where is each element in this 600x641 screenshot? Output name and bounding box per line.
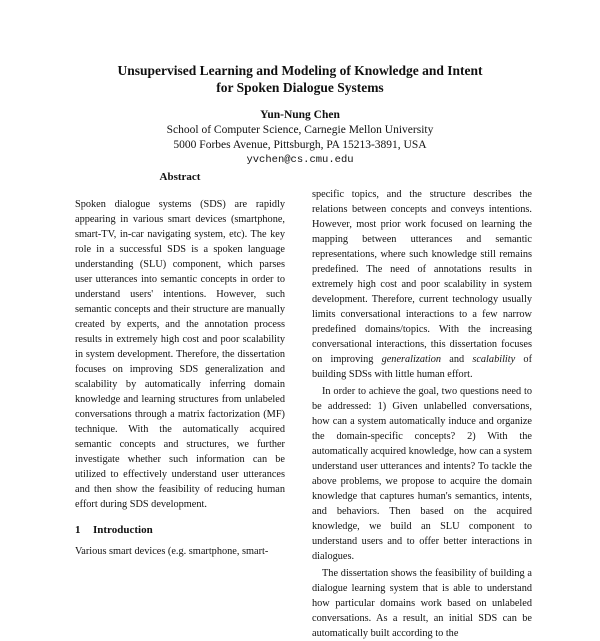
abstract-heading: Abstract	[159, 171, 201, 183]
author-affiliation: School of Computer Science, Carnegie Mellon University	[166, 124, 434, 136]
section-heading-introduction	[75, 523, 285, 538]
emphasis-generalization: generalization	[381, 354, 442, 365]
emphasis-scalability: scalability	[472, 354, 516, 365]
title-line-2: for Spoken Dialogue Systems	[216, 80, 384, 95]
right-p1-and: and	[441, 354, 473, 365]
author-block	[60, 108, 540, 168]
author-address: 5000 Forbes Avenue, Pittsburgh, PA 15213-3891, USA	[173, 139, 427, 151]
right-column	[312, 187, 532, 641]
intro-paragraph: Various smart devices (e.g. smartphone, smart-	[75, 546, 269, 557]
right-paragraph-2: In order to achieve the goal, two questions need to be addressed: 1) Given unlabelled conversations, how can a system automatically induce and organize the domain-specific concepts? 2) With the automatically acquired knowledge, how can a system understand user utterances and intents? To tackle the above problems, we propose to acquire the domain knowledge that captures human's semantics, intents, and behaviors. Then based on the acquired knowledge, we build an SLU component to understand users and to offer better interactions in dialogues.	[312, 386, 532, 562]
section-title: Introduction	[93, 524, 153, 536]
section-number: 1	[75, 524, 81, 536]
left-column	[75, 170, 285, 559]
title-line-1: Unsupervised Learning and Modeling of Knowledge and Intent	[117, 63, 483, 78]
right-paragraph-3: The dissertation shows the feasibility of building a dialogue learning system that is able to understand how particular domains work based on unlabeled conversations. As a result, an initial SDS can be automatically built according to the	[312, 568, 532, 639]
abstract-body: Spoken dialogue systems (SDS) are rapidly appearing in various smart devices (smartphone, smart-TV, in-car navigating system, etc). The key role in a successful SDS is a spoken language understanding (SLU) component, which parses user utterances into semantic concepts in order to understand users' intentions. However, such semantic concepts and their structure are manually created by experts, and the annotation process results in extremely high cost and poor scalability in system development. Therefore, the dissertation focuses on improving SDS generalization and scalability by automatically inferring domain knowledge and learning structures from unlabeled conversations through a matrix factorization (MF) technique. With the automatically acquired semantic concepts and structures, we further investigate whether such information can be utilized to effectively understand user utterances and then show the feasibility of reducing human effort during SDS development.	[75, 199, 285, 510]
author-email: yvchen@cs.cmu.edu	[246, 154, 354, 166]
paper-title	[60, 62, 540, 96]
right-p1-text: specific topics, and the structure describes the relations between concepts and conveys intentions. However, most prior work focused on learning the mapping between utterances and semantic representations, where such knowledge still remains predefined. The need of annotations results in extremely high cost and poor scalability in system development. Therefore, current technology usually limits conversational interactions to a few narrow predefined domains/topics. With the increasing conversational interactions, this dissertation focuses on improving	[312, 189, 532, 365]
author-name: Yun-Nung Chen	[260, 109, 340, 121]
right-p1-end: of building SDSs with little human effort.	[312, 354, 532, 380]
right-paragraph-1	[312, 187, 532, 382]
